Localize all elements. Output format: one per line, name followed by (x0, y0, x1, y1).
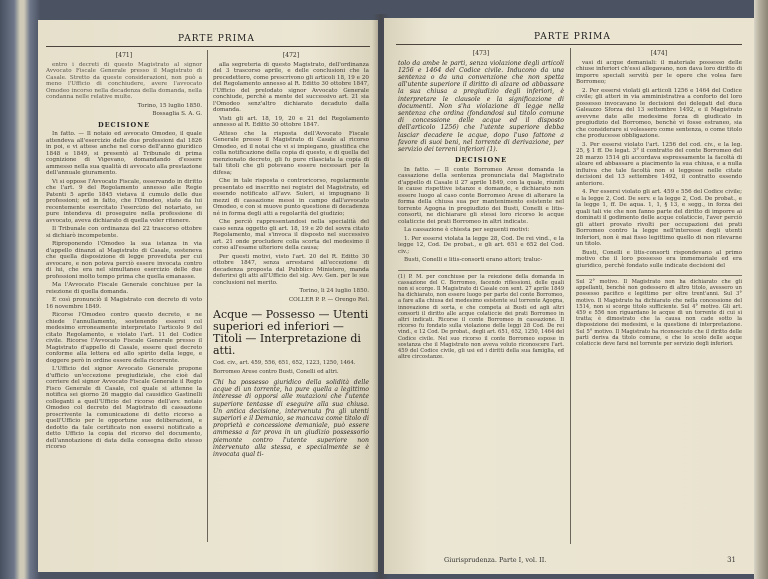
right-page-header: PARTE PRIMA (534, 32, 611, 42)
folio-number: 31 (727, 556, 736, 564)
signature: COLLER P. P. — Orengo Rel. (288, 296, 369, 303)
page-footer: Giurisprudenza. Parte I, vol. II. (444, 556, 547, 564)
page-number: [472] (282, 52, 300, 59)
paragraph: Riproponendo l'Omodeo la sua istanza in via d'appello dinanzi al Magistrato di Casale, sosteneva che quella disposizione di legge proveduta per cui avvocare, e non poteva perciò essere invocata contro di lui, che era nel simultaneo esercizio delle due professioni molto tempo prima che quella emanasse. (46, 241, 202, 280)
paragraph: In fatto. — Il conte Borromeo Arese domanda la cassazione della sentenza pronunciata dal Magistrato d'appello di Casale il 27 aprile 1849, con la quale, riuniti le cause rispettive istanze e domande, e dichiarato non essere luogo al caso conte Borromeo Arese di alterare la forma della chiusa sua per mantenimento esistente nel torrente Agogna in pregiudizio dei Busti, Conelli e litis-consorti, ne dichiarare gli stessi loro ricorso le acque colaticcie dei prati Borromeo in altri indicate. (398, 166, 564, 225)
paragraph: Che in tale risposta o controricorso, regolarmente presentato ed inscritto nei registri del Magistrato, ed essendo notificato all'avv. Suleri, si impugnano li mezzi di cassazione messi in campo dall'avvocato Omodeo, e con si muove punto questione di decadenza né in forma degli atti a regolarità del giudizio; (213, 178, 369, 217)
left-page (38, 20, 378, 572)
page-number: [473] (472, 50, 490, 57)
headnote: Chi ha possesso giuridico della solidità delle acque di un torrente, ha pure quella a legittimo interesse di opporsi alle mutazioni che l'utente superiore tentasse di eseguire alla sua chiusa. Un antica decisione, intervenuta fra gli utenti superiori e il Demanio, se mancava come titolo di proprietà e concessione demaniale, può essere ammessa a far prova in un giudizio possessorio piemonte contro l'utente superiore non intervenuto alla stessa, e specialmente se è invocata qual ti- (213, 379, 369, 459)
paragraph: Il Tribunale con ordinanza del 22 trascorso ottobre si dichiarò incompetente. (46, 226, 202, 239)
intro-paragraph: entro i decreti di questo Magistrato al signor Avvocato Fiscale Generale presso il Magistrato di Casale. Stretto da queste considerazioni, non può a meno l'Ufficio di conchiudere, avere l'avvocato Omodeo incorso nella decadenza della domanda, nella condanna nelle relative multe. (46, 61, 202, 100)
paragraph: Busti, Conelli e litis-consorti erano attori; traluc- (404, 257, 543, 264)
left-column-2 (213, 52, 369, 542)
paragraph: Per questi motivi, visto l'art. 20 del R. Editto 30 ottobre 1847, senza arrestarsi all'eccezione di decadenza proposta dal Pubblico Ministero, manda deferirsi gli atti all'Ufficio del sig. Avv. Gen. per le sue conclusioni nel merito. (213, 253, 369, 286)
left-column-1 (46, 52, 202, 542)
header-rule (46, 46, 370, 47)
paragraph: Che perciò rappresentandosi nella specialità del caso senza oggetto gli art. 18, 19 e 20 del sovra citato Regolamento, mal s'invoca il disposto nel successivo art. 21 onde procludere colla scorta del medesimo il corso all'esame ulteriore della causa; (213, 219, 369, 251)
paragraph: Vi si oppose l'Avvocato Fiscale, osservando in diritto che l'art. 9 del Regolamento annesso alle Regie Patenti 5 aprile 1845 vietava il cumulo delle due professioni; ed in fatto, che l'Omodeo, stato da lui recentemente esercitato l'esercizio del notariato, se pure intendeva di proseguire nella professione di avvocato, aveva dichiarato di quella voler ritenere. (46, 178, 202, 224)
paragraph: E così pronunciò il Magistrato con decreto di voto 16 novembre 1849. (46, 297, 202, 310)
paragraph: alla segreteria di questo Magistrato, dell'ordinanza del 3 trascorso aprile, e delle conclusioni che la precedettero, come prescrivono gli articoli 18, 19 e 20 del Regolamento annesso al R. Editto 30 ottobre 1847, l'Ufficio del prelodato signor Avvocato Generale conchiude, perchè a mente del successivo art. 21 sia l'Omodeo senz'altro dichiarato decaduto dalla domanda. (213, 61, 369, 113)
section-heading: DECISIONE (97, 120, 151, 129)
paragraph: L'Ufficio del signor Avvocato Generale propone d'ufficio un'eccezione pregiudiziale, che cioè dal corriere del signor Avvocato Fiscale Generale il Regio Fisco Generale di Casale, col quale si attenne la notifica sei giorno 26 maggio dal causidico Gastinelli colleganti a quell'Ufficio del ricorso dell'avv. notaio Omodeo col decreto del Magistrato di cassazione proscrivente la comunicazione di detto ricorso a quell'Ufficio per le opportune sue deliberazioni, e dedotto da tale certificato non essersi notificato a detto Ufficio la copia del ricorso del documento, dell'annotazione di data della consegna dello stesso ricorso (46, 366, 202, 450)
case-title: Acque — Possesso — Utenti superiori ed inferiori — Titoli — Interpretazione di atti. (213, 308, 369, 357)
paragraph: In fatto. — Il notaio ed avvocato Omodeo, il quale attendeva all'esercizio delle due professioni dal 1826 in poi, e vi attese anche nel corso dell'anno giuridico 1848 e 1849, si presentò al Tribunale di prima cognizione di Vigevano, domandando d'essere ammesso nella sua qualità di avvocato alla prestazione dell'annuale giuramento. (46, 131, 202, 176)
paragraph: 2. Per essersi violati gli articoli 1256 e 1464 del Codice civile; gli atteri in via amministrativa a conforto del loro possesso invocavano le decisioni dei delegati del duca Galeazzo Sforza del 13 settembre 1492, e il Magistrato avevvne date alle medesime forza di giudicato in pregiudizio del Borromeo, benchè vi fosse estraneo, sia che considerare si volessero come sentenza, o come titolo che producesse obbligazione. (576, 87, 742, 139)
signature: Bossaglia S. A. G. (152, 111, 202, 117)
paragraph: 3. Per essersi violato l'art. 1256 del cod. civ., e la leg. 25, § 1 ff. De legat. 3° il contratto del conte Borromeo del 28 marzo 1514 gli accordava espressamente la facoltà di alzare ed abbassare a piacimento la sua chiusa, e a nulla influiva che tale facoltà non si leggesse nelle citate decisioni del 13 settembre 1492, il contratto essendo anteriore. (576, 141, 742, 187)
left-page-header: PARTE PRIMA (178, 34, 255, 44)
paragraph: Busti, Conelli e litis-consorti rispondevano al primo motivo che il loro possesso era immemoriale ed era giuridico, perchè fondato sulle indicate decisioni del (576, 249, 742, 269)
right-column-1 (398, 50, 564, 544)
paragraph: Ricorse l'Omodeo contro questo decreto, e ne chiede l'annullamento, sostenendo essersi col medesimo erroneamente interpretato l'articolo 9 del citato Regolamento, e violato l'art. 11 del Codice civile. Ricorse l'Avvocato Fiscale Generale presso il Magistrato d'appello di Casale, essere quel decreto conforme alla lettera ed allo spirito della legge, e doggere però in ordine essere della ricorrente. (46, 312, 202, 364)
footnote: (1) P. M. per conchiuse per la reiezione della domanda in cassazione del C. Borromeo, facendo riflessioni, delle quali non si scorge. Il Magistrato di Casale con sent. 27 aprile 1849 ha dichiarato, non essere luogo per parte del conte Borromeo, a fare alla chiusa del medesimo esistente sul torrente Agogna, innovazione di sorta, e che competa ai Busti ed agli altri consorti il diritto alle acque colaticcie dei prati Borromeo in altri indicati. Ricorse il conte Borromeo in cassazione. Il ricorso fu fondato sulla violazione delle leggi 28 Cod. De rei vind., e 12 Cod. De probat., degli art. 651, 652, 1250, 1464 del Codice civile. Nel suo ricorso il conte Borromeo espose in sostanza che il Magistrato non aveva voluto riconoscere l'art. 459 del Codice civile, gli usi ed i diritti della sua famiglia, ed altre circostanze. (398, 270, 564, 361)
page-number: [474] (650, 50, 668, 57)
paragraph: Ma l'Avvocato Fiscale Generale conchiuse per la reiezione di quella domanda. (46, 282, 202, 295)
paragraph: La cassazione è chiesta per seguenti motivi: (404, 227, 530, 234)
paragraph: Visti gli art. 18, 19, 20 e 21 del Regolamento annesso al R. Editto 30 ottobre 1847. (213, 115, 369, 128)
paragraph: vasi di acque demaniali: il materiale possesso delle chiuse inferiori ch'essi allegavano, non dava loro diritto di imporre speciali servitù per le opere che volea fare Borromeo; (576, 59, 742, 85)
paragraph: Atteso che la risposta dell'Avvocato Fiscale Generale presso il Magistrato di Casale al ricorso Omodeo, ed il notai che vi si impiegano, giustifica che colla notificazione della copia di questo, e di quella del menzionato decreto, gli fu pure rilasciata la copia di tali titoli che gli potevano essere necessari per la difesa; (213, 130, 369, 176)
column-divider (570, 48, 571, 544)
date-line: Torino, 15 luglio 1850. (137, 102, 202, 109)
section-heading: DECISIONE (454, 156, 508, 165)
headnote: tolo da ambe le parti, senza violazione degli articoli 1256 e 1464 del Codice civile. Inducono da una sentenza o da una convenzione che non spetta all'utente superiore il diritto di alzare od abbassare la sua chiusa a pregiudizio degli inferiori, è interpretare le clausole e la significazione di documenti. Non s'ha violazione di legge nella sentenza che ordina (fondandosi sul titolo comune di concessione delle acque ed il disposto dell'articolo 1256) che l'utente superiore debba lasciar decadere le acque, dopo l'uso fattone a favore di suoi beni, nel torrente di derivazione, per servizio dei terreni inferiori (1). (398, 59, 564, 153)
date-line: Torino, li 24 luglio 1850. (299, 288, 369, 294)
case-parties: Borromeo Arese contro Busti, Conelli ed altri. (213, 368, 339, 375)
paragraph: 1. Per essersi violata la legge 28, Cod. De rei vind., e la legge 12, Cod. De probat., e gli art. 651 e 652 del Cod. civ.; (398, 235, 564, 255)
column-divider (207, 50, 208, 542)
footnote: Sul 2° motivo. Il Magistrato non ha dichiarato che gli appellanti, benchè non godessero di altro titolo, avessero un possesso pacifico e legittimo per oltre trent'anni. Sul 3° motivo. Il Magistrato ha dichiarato che nella concessione del 1514, non si scorge titolo sufficiente. Sul 4° motivo. Gli art. 459 e 556 non riguardano le acque di un torrente di cui si tratta; è dimostrato che la causa non cade sotto la disposizione dei medesimi, e la questione di interpretazione. Sul 5° motivo. Il Magistrato ha riconosciuto che il diritto delle parti deriva da titolo comune, e che lo scolo delle acque colaticcie deve farsi nel torrente per servizio degli inferiori. (576, 275, 742, 347)
right-column-2 (576, 50, 742, 544)
page-number: [471] (115, 52, 133, 59)
header-rule (396, 44, 742, 45)
code-citation: Cod. civ., art. 459, 556, 651, 652, 1223, 1250, 1464. (213, 360, 356, 366)
right-page (384, 18, 754, 574)
book-page-edges (754, 0, 768, 579)
paragraph: 4. Per essersi violato gli art. 459 e 556 del Codice civile; e la legge 2, Cod. De serv. e la legge 2, Cod. De probat., e la legge 1, ff. De aqua. 1, 1, § 13, e segg., in forza dei quali tali vie che non fanno parte del diritto di imporre ai dominati il godimento delle acque colaticcie, l'aver perciò gli atteri provato rivolti per occupazioni dei prati Borromeo contro la legge nell'interesse degli utenti inferiori, non è mai fisso legittimo quello di non rilevarne un titolo. (576, 189, 742, 247)
